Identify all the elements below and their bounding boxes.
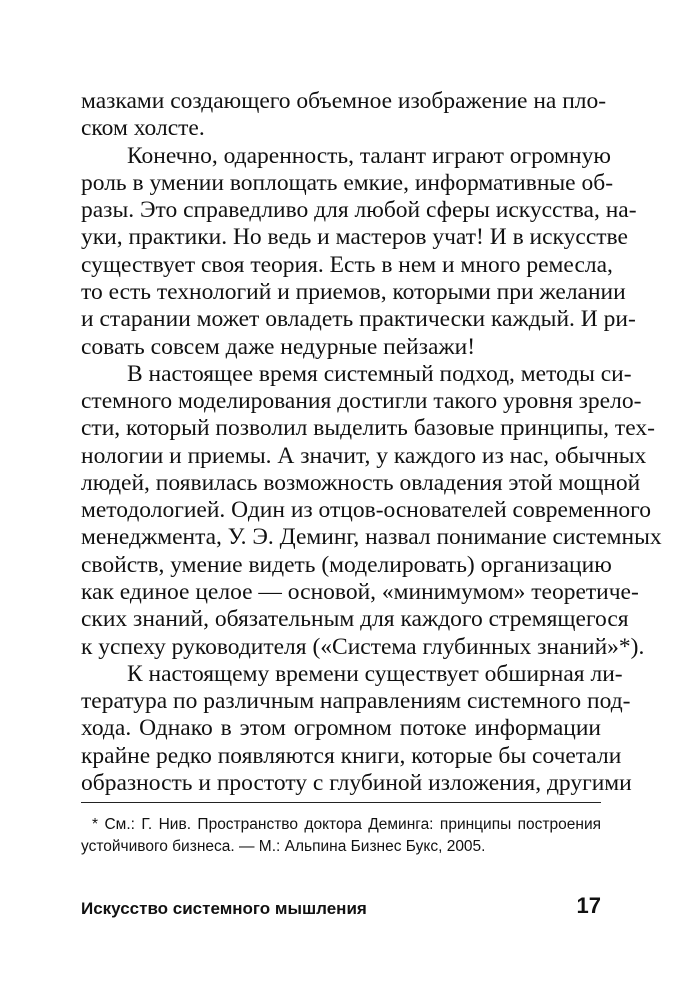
text-line: сти, который позволил выделить базовые принципы, тех-: [81, 415, 655, 441]
text-line: мазками создающего объемное изображение на пло-: [81, 88, 607, 114]
text-line: образность и простоту с глубиной изложения, другими: [81, 770, 632, 796]
footnote-line: устойчивого бизнеса. — М.: Альпина Бизнес Букс, 2005.: [81, 838, 486, 855]
text-line: разы. Это справедливо для любой сферы искусства, на-: [81, 197, 637, 223]
text-line: тература по различным направлениям системного под-: [81, 688, 631, 714]
text-line: людей, появилась возможность овладения этой мощной: [81, 470, 641, 496]
text-line: К настоящему времени существует обширная ли-: [127, 661, 623, 687]
text-line: стемного моделирования достигли такого уровня зрело-: [81, 388, 642, 414]
page-number: 17: [576, 893, 601, 918]
footnote-divider: [81, 802, 601, 803]
text-line: и старании может овладеть практически каждый. И ри-: [81, 306, 636, 332]
text-line: нологии и приемы. А значит, у каждого из нас, обычных: [81, 443, 647, 469]
text-line: совать совсем даже недурные пейзажи!: [81, 334, 476, 360]
text-line: ских знаний, обязательным для каждого стремящегося: [81, 606, 629, 632]
text-line: методологией. Один из отцов-основателей современного: [81, 497, 651, 523]
text-line: ском холсте.: [81, 115, 205, 141]
footnote-line: * См.: Г. Нив. Пространство доктора Деминга: принципы построения: [92, 816, 601, 833]
text-line: Конечно, одаренность, талант играют огромную: [127, 143, 611, 169]
running-footer-title: Искусство системного мышления: [81, 899, 367, 918]
text-line: то есть технологий и приемов, которыми при желании: [81, 279, 626, 305]
text-line: роль в умении воплощать емкие, информативные об-: [81, 170, 614, 196]
text-line: уки, практики. Но ведь и мастеров учат! И в искусстве: [81, 224, 628, 250]
text-line: к успеху руководителя («Система глубинных знаний»*).: [81, 634, 645, 660]
text-line: крайне редко появляются книги, которые бы сочетали: [81, 743, 622, 769]
text-line: существует своя теория. Есть в нем и много ремесла,: [81, 252, 613, 278]
text-line: В настоящее время системный подход, методы си-: [127, 361, 632, 387]
text-line: хода. Однако в этом огромном потоке информации: [81, 715, 601, 741]
text-line: менеджмента, У. Э. Деминг, назвал понимание системных: [81, 524, 662, 550]
text-line: как единое целое — основой, «минимумом» теоретиче-: [81, 579, 639, 605]
text-line: свойств, умение видеть (моделировать) организацию: [81, 552, 612, 578]
